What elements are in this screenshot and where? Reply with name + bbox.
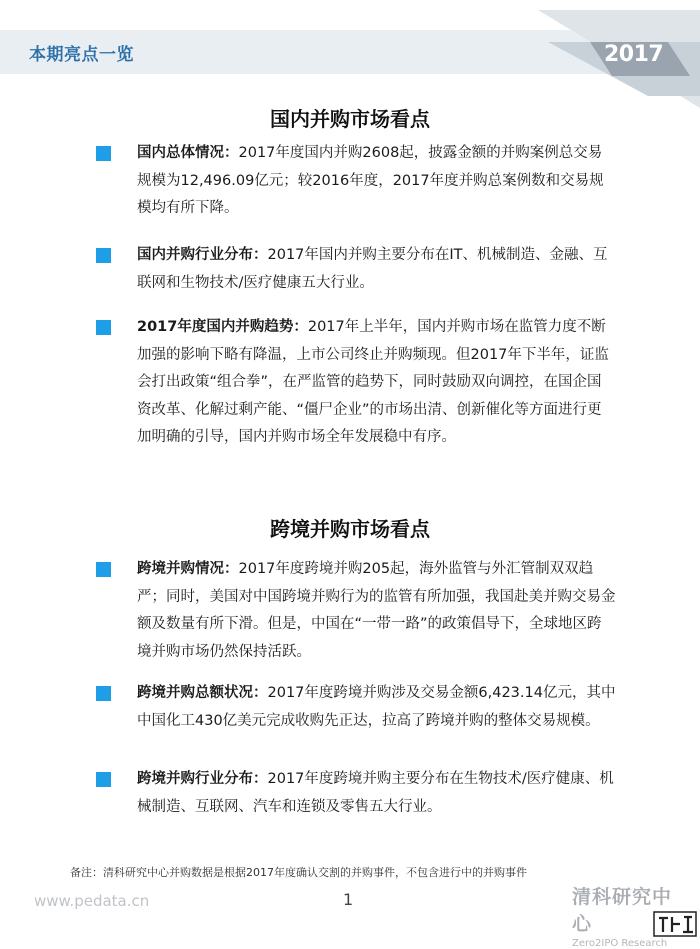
footnote: 备注：清科研究中心并购数据是根据2017年度确认交割的并购事件，不包含进行中的并购事件 [70, 866, 527, 879]
bullet-text [137, 314, 616, 452]
page-header-title: 本期亮点一览 [29, 45, 134, 65]
bullet-body: 2017年上半年，国内并购市场在监管力度不断加强的影响下略有降温，上市公司终止并购频现。但2017年下半年，证监会打出政策“组合拳”，在严监管的趋势下，同时鼓励双向调控，在国企国资改革、化解过剩产能、“僵尸企业”的市场出清、创新催化等方面进行更加明确的引导，国内并购市场全年发展稳中有序。 [137, 319, 609, 446]
square-bullet-icon [96, 686, 111, 701]
bullet-item-crossborder-industry [96, 766, 616, 821]
bullet-lead: 2017年度国内并购趋势： [137, 319, 308, 335]
bullet-body: 2017年度跨境并购主要分布在生物技术/医疗健康、机械制造、互联网、汽车和连锁及零售五大行业。 [137, 771, 614, 815]
brand-subtitle: Zero2IPO Research [572, 938, 668, 949]
square-bullet-icon [96, 562, 111, 577]
bullet-lead: 国内并购行业分布： [137, 247, 268, 263]
bullet-lead: 跨境并购总额状况： [137, 685, 268, 701]
square-bullet-icon [96, 772, 111, 787]
bullet-body: 2017年国内并购主要分布在IT、机械制造、金融、互联网和生物技术/医疗健康五大行业。 [137, 247, 608, 291]
bullet-lead: 跨境并购行业分布： [137, 771, 268, 787]
section-title-crossborder: 跨境并购市场看点 [270, 517, 430, 541]
square-bullet-icon [96, 146, 111, 161]
bullet-text [137, 556, 616, 666]
brand-name: 清科研究中心 [572, 886, 673, 935]
bullet-item-crossborder-amount [96, 680, 616, 735]
year-badge: 2017 [604, 42, 664, 67]
bullet-text [137, 766, 616, 821]
bullet-lead: 跨境并购情况： [137, 561, 239, 577]
bullet-body: 2017年度国内并购2608起，披露金额的并购案例总交易规模为12,496.09亿元；较2016年度，2017年度并购总案例数和交易规模均有所下降。 [137, 145, 604, 217]
bullet-text [137, 140, 616, 223]
bullet-item-crossborder-overview [96, 556, 616, 666]
square-bullet-icon [96, 248, 111, 263]
square-bullet-icon [96, 320, 111, 335]
bullet-text [137, 242, 616, 297]
page-number: 1 [343, 890, 354, 909]
watermark-stamp-icon [652, 908, 698, 940]
bullet-item-domestic-trend [96, 314, 616, 452]
bullet-body: 2017年度跨境并购205起，海外监管与外汇管制双双趋严；同时，美国对中国跨境并购行为的监管有所加强，我国赴美并购交易金额及数量有所下滑。但是，中国在“一带一路”的政策倡导下，全球地区跨境并购市场仍然保持活跃。 [137, 561, 616, 660]
bullet-lead: 国内总体情况： [137, 145, 239, 161]
section-title-domestic: 国内并购市场看点 [270, 107, 430, 131]
bullet-item-domestic-industry [96, 242, 616, 297]
bullet-item-domestic-overview [96, 140, 616, 223]
footer-url-link[interactable]: www.pedata.cn [34, 892, 150, 910]
bullet-text [137, 680, 616, 735]
bullet-body: 2017年度跨境并购涉及交易金额6,423.14亿元，其中中国化工430亿美元完成收购先正达，拉高了跨境并购的整体交易规模。 [137, 685, 616, 729]
